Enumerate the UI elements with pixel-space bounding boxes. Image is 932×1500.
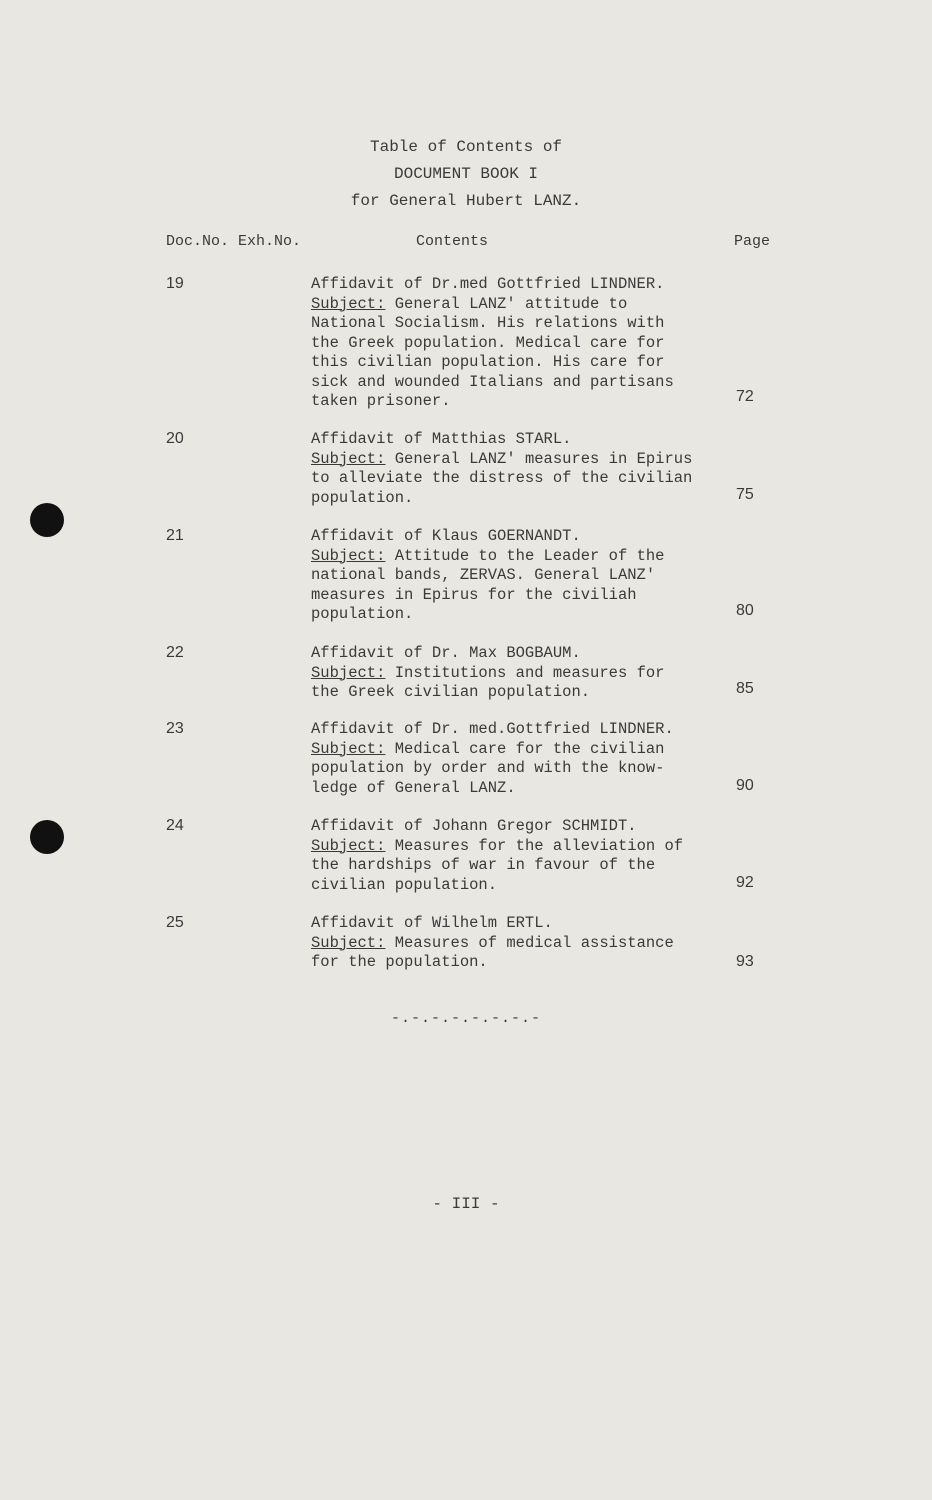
- entry-line: [311, 295, 721, 315]
- document-title: [0, 134, 932, 215]
- entry-line: Affidavit of Dr.med Gottfried LINDNER.: [311, 275, 665, 293]
- header-doc-no: Doc.No.: [166, 233, 230, 250]
- entry-page-number: 90: [736, 777, 754, 794]
- entry-line: Affidavit of Wilhelm ERTL.: [311, 914, 553, 932]
- entry-line: National Socialism. His relations with: [311, 314, 665, 332]
- entry-line: the Greek population. Medical care for: [311, 333, 665, 352]
- subject-text: Medical care for the civilian: [385, 739, 665, 758]
- entry-line: ledge of General LANZ.: [311, 778, 516, 797]
- entry-description: [311, 275, 721, 412]
- entry-line: [311, 664, 721, 684]
- entry-page-number: 72: [736, 388, 754, 405]
- title-line-2: DOCUMENT BOOK I: [393, 165, 539, 183]
- entry-page-number: 93: [736, 953, 754, 970]
- entry-line: population.: [311, 605, 414, 623]
- entry-page-number: 75: [736, 486, 754, 503]
- entry-line: Affidavit of Dr. med.Gottfried LINDNER.: [311, 720, 674, 738]
- subject-text: General LANZ' measures in Epirus: [385, 449, 693, 468]
- entry-page-number: 80: [736, 602, 754, 619]
- title-line-3: for General Hubert LANZ.: [350, 192, 582, 210]
- entry-doc-number: 22: [166, 644, 184, 661]
- entry-description: [311, 527, 721, 625]
- subject-label: Subject:: [311, 933, 386, 952]
- entry-page-number: 92: [736, 874, 754, 891]
- entry-line: the Greek civilian population.: [311, 683, 591, 701]
- entry-description: [311, 914, 721, 973]
- subject-text: Institutions and measures for: [385, 663, 665, 682]
- subject-text: General LANZ' attitude to: [385, 294, 628, 313]
- subject-text: Measures for the alleviation of: [385, 836, 684, 855]
- entry-doc-number: 19: [166, 275, 184, 292]
- entry-line: population.: [311, 488, 414, 507]
- entry-line: the hardships of war in favour of the: [311, 856, 656, 874]
- entry-line: for the population.: [311, 953, 488, 971]
- punch-hole-bottom: [30, 820, 64, 854]
- page-folio: - III -: [432, 1195, 500, 1213]
- subject-text: Measures of medical assistance: [385, 933, 674, 952]
- entry-line: population by order and with the know-: [311, 759, 665, 777]
- title-line-1: Table of Contents of: [369, 138, 563, 156]
- entry-doc-number: 25: [166, 914, 184, 931]
- subject-label: Subject:: [311, 449, 386, 468]
- entry-line: measures in Epirus for the civiliah: [311, 585, 637, 604]
- subject-label: Subject:: [311, 663, 386, 682]
- entry-doc-number: 21: [166, 527, 184, 544]
- entry-doc-number: 24: [166, 817, 184, 834]
- entry-doc-number: 23: [166, 720, 184, 737]
- entry-line: [311, 450, 721, 470]
- entry-description: [311, 817, 721, 895]
- subject-label: Subject:: [311, 836, 386, 855]
- entry-line: Affidavit of Klaus GOERNANDT.: [311, 527, 581, 545]
- entry-line: civilian population.: [311, 875, 498, 894]
- entry-line: taken prisoner.: [311, 392, 451, 410]
- entry-line: sick and wounded Italians and partisans: [311, 372, 674, 391]
- header-exh-no: Exh.No.: [238, 233, 302, 250]
- entry-doc-number: 20: [166, 430, 184, 447]
- entry-line: Affidavit of Matthias STARL.: [311, 430, 572, 448]
- header-page: Page: [734, 233, 771, 250]
- entry-line: national bands, ZERVAS. General LANZ': [311, 566, 656, 584]
- subject-text: Attitude to the Leader of the: [385, 546, 665, 565]
- subject-label: Subject:: [311, 739, 386, 758]
- entry-line: [311, 740, 721, 760]
- punch-hole-top: [30, 503, 64, 537]
- entry-page-number: 85: [736, 680, 754, 697]
- separator-line: -.-.-.-.-.-.-.-: [390, 1010, 542, 1027]
- entry-description: [311, 430, 721, 508]
- header-contents: Contents: [416, 233, 489, 250]
- entry-line: [311, 934, 721, 954]
- entry-description: [311, 720, 721, 798]
- entry-line: this civilian population. His care for: [311, 353, 665, 371]
- entry-line: [311, 837, 721, 857]
- entry-line: Affidavit of Dr. Max BOGBAUM.: [311, 644, 581, 662]
- entry-line: to alleviate the distress of the civilian: [311, 469, 693, 487]
- entry-line: Affidavit of Johann Gregor SCHMIDT.: [311, 817, 637, 835]
- subject-label: Subject:: [311, 546, 386, 565]
- entry-description: [311, 644, 721, 703]
- entry-line: [311, 547, 721, 567]
- subject-label: Subject:: [311, 294, 386, 313]
